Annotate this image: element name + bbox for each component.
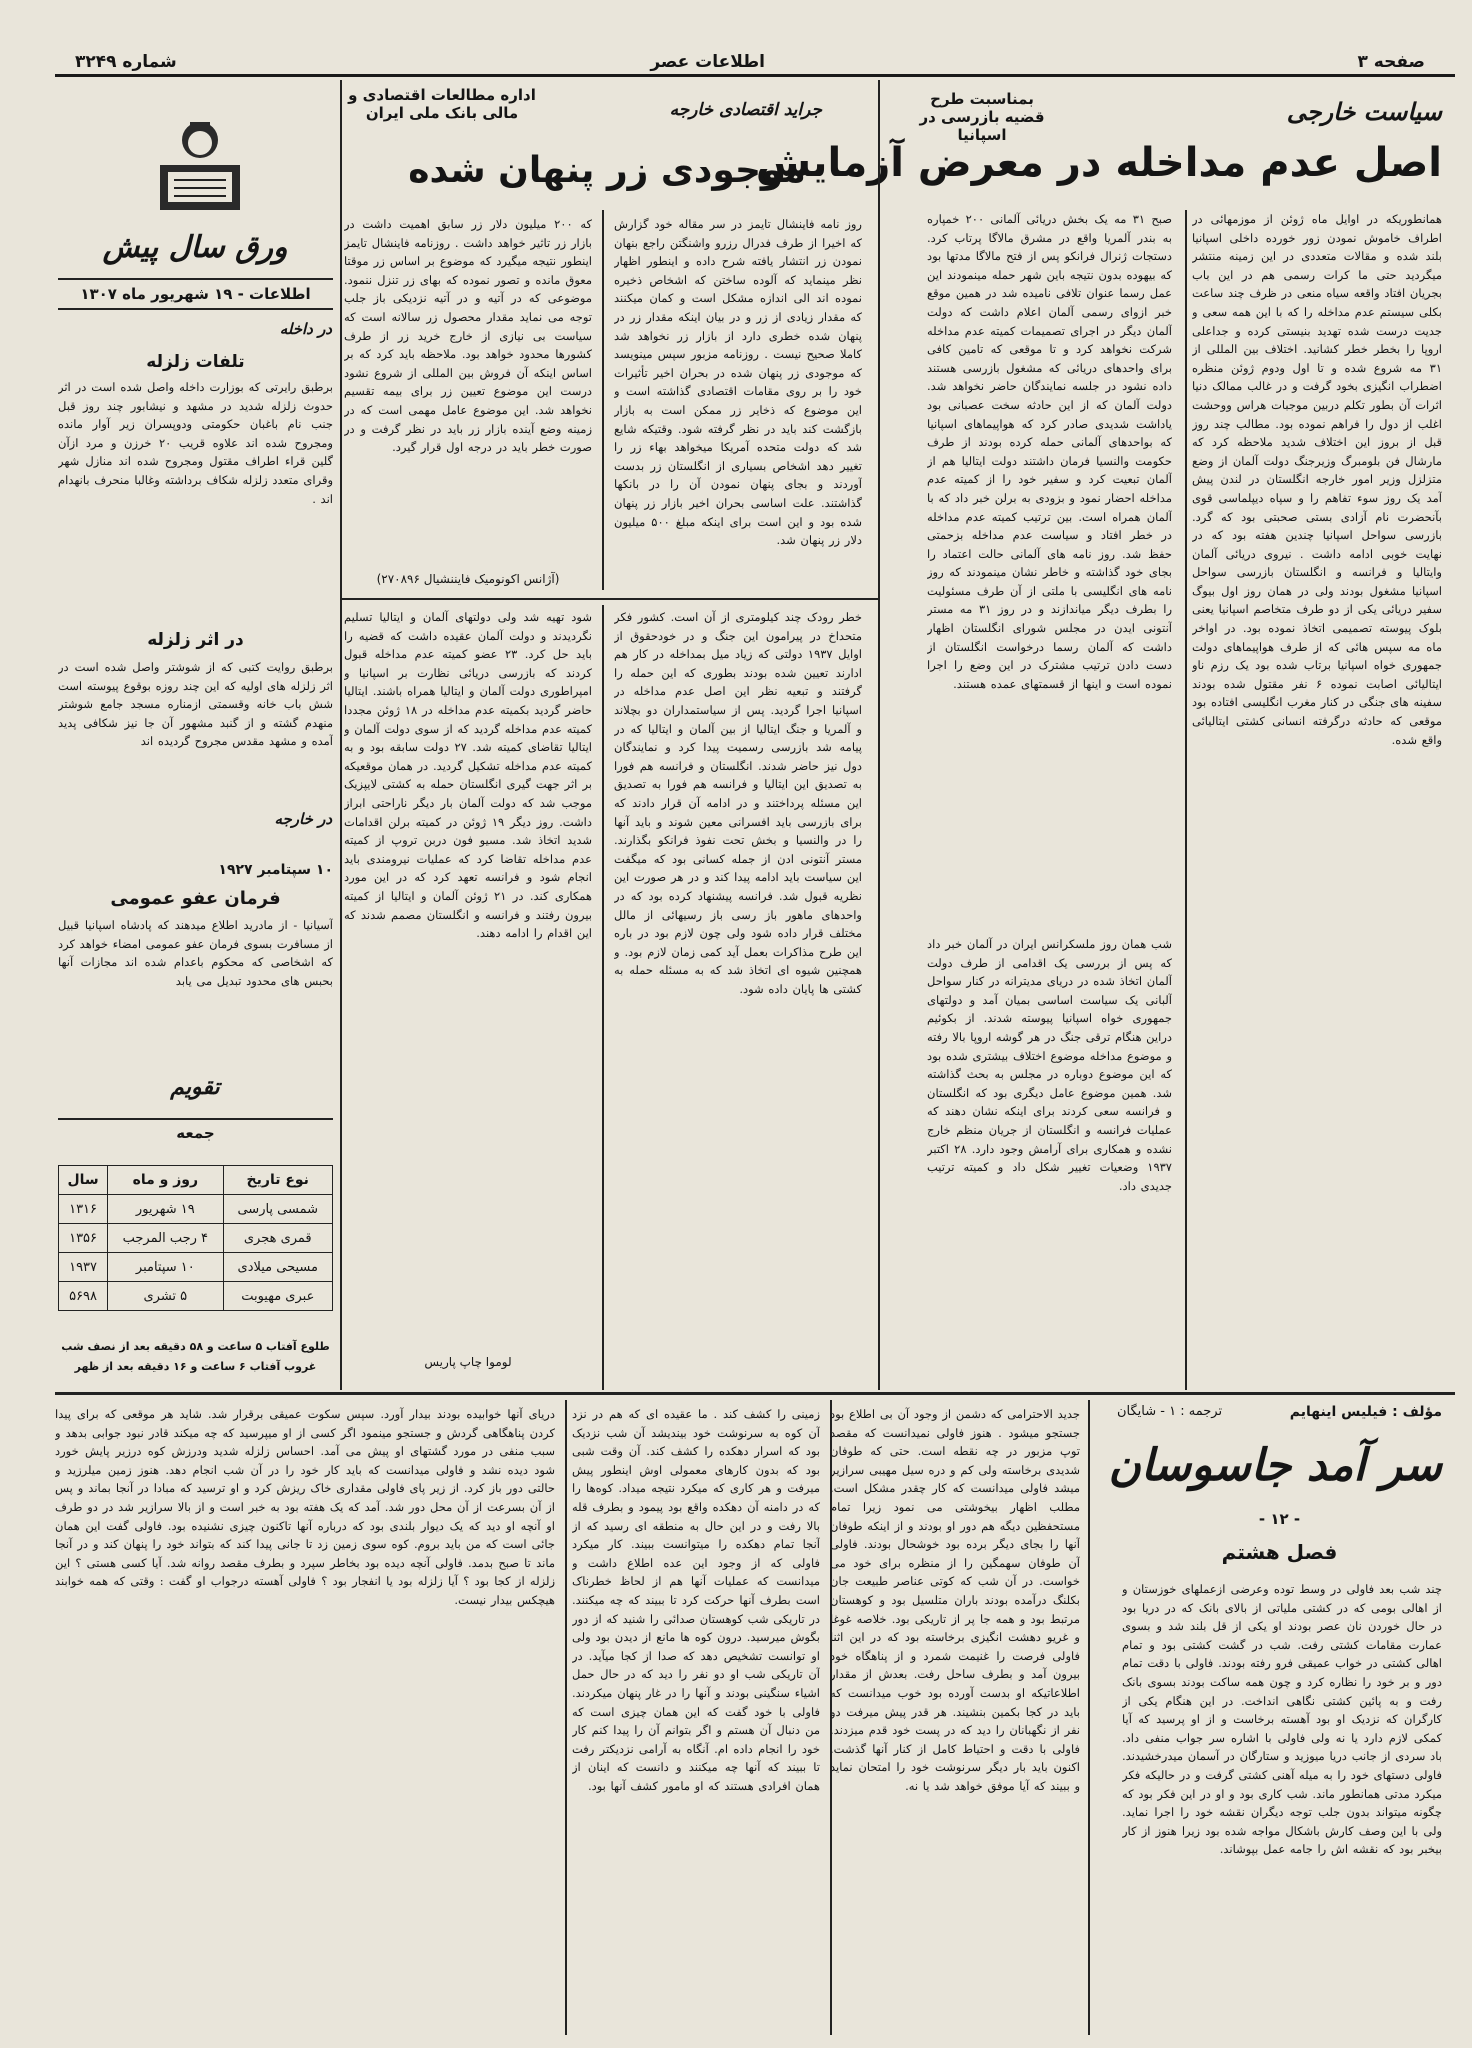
calendar-sunset: غروب آفتاب ۶ ساعت و ۱۶ دقیقه بعد از ظهر <box>74 1360 317 1373</box>
economy-source: اداره مطالعات اقتصادی و مالی بانک ملی ایران <box>348 86 536 122</box>
serial-part: - ۱۲ - <box>1258 1510 1301 1528</box>
newspaper-name: اطلاعات عصر <box>650 52 765 72</box>
calendar-cell: شمسی پارسی <box>223 1195 332 1224</box>
reader-icon <box>140 110 260 220</box>
main-article-continued: شب همان روز ملسکرانس ایران در آلمان خبر داد که پس از بررسی یک اقدامی از طرف دولت آلمان اتخاذ شده در دریای مدیترانه در کنار سواحل آلبانی یک سیاست اساسی بمیان آمد و دولتهای جمهوری خواه اسپانیا پیوسته شدند. از بکوئیم دراین هنگام ترقی جنگ در هر گوشه اروپا بالا رفته و موضوع مداخله موضوع اختلاف بیشتری شده بود که این موضوع دوباره در مجلس به بحث گذاشته شد. همین موضوع عامل دیگری بود که انگلستان و فرانسه سعی کردند برای اینکه نشان دهند که عملیات فرانسه و انگلستان از جریان منظم خارج نشده و همکاری برای آرامش وجود دارد. ۲۸ اکتبر ۱۹۳۷ وضعیات تغییر شکل داد و کمیته ترتیب جدیدی داد. <box>927 937 1172 1193</box>
calendar-header: نوع تاریخ <box>223 1166 332 1195</box>
calendar-header: روز و ماه <box>108 1166 223 1195</box>
serial-byline <box>1117 1400 1442 1430</box>
table-row <box>59 1282 333 1311</box>
main-article-col-left: صبح ۳۱ مه یک بخش دریائی آلمانی ۲۰۰ خمپاره به بندر آلمریا واقع در مشرق مالاگا پرتاب کرد. دستجات ژنرال فرانکو پس از فتح مالاگا مدتها بود که بیهوده بدون نتیجه باین شهر حمله مینمودند این عمل رسما عنوان تلافی نامیده شد در همین موقع خبر ازوای رسمی آلمان اعلام داشت که دولت آلمان دیگر در اجرای تصمیمات کمیته عدم مداخله شرکت نخواهد کرد و تا موقعی که تامین کافی برای واحدهای دریائی که مشغول بازرسی هستند داده نشود در جلسه نمایندگان حاضر نخواهد شد. دولت آلمان که از این حادثه سخت عصبانی بود یاداشت شدیدی صادر کرد که هواپیماهای اسپانیا که بواحدهای آلمانی حمله کرده بودند از طرف حکومت والنسیا فرمان داشتند دولت ایتالیا هم از آلمان تبعیت کرد و سفیر خود را از کمیته عدم مداخله احضار نمود و بزودی به برلن خبر داد که با آلمان همراه است. بین ترتیب کمیته عدم مداخله در خطر افتاد و سیاست عدم مداخله بزحمتی حفظ شد. روز نامه های آلمانی حالت اعتماد را بجای خود گذاشته و خاطر نشان مینمودند که روز نامه های انگلیسی با ملتی از آن طرف مسئولیت را بطرف دیگر میاندازند و در روز ۳۱ مه مستر آنتونی ایدن در مجلس شورای انگلستان اظهار داشت که آلمان رسما درخواست انگلستان از دست دادن ترتیب مشترک در این وضع را اجرا نموده است و اینها از قسمتهای عمده هستند. <box>927 212 1172 691</box>
history-date-outside: ۱۰ سپتامبر ۱۹۲۷ <box>218 862 333 878</box>
history-after-head: در اثر زلزله <box>147 630 244 650</box>
reader-illustration <box>140 110 260 220</box>
spain-col-right: خطر رودک چند کیلومتری از آن است. کشور فکر متحداخ در پیرامون این جنگ و در خودحقوق از اوایل ۱۹۳۷ دولتی که زیاد میل بمداخله در کار هم ادارند تعیین شده بودند بطوری که این حمله را گرفتند و تبعیه نظر این اصل عدم مداخله در اسپانیا اجرا گردید. پس از سیاستمداران دو بچلاند و آلمریا و جنگ ایتالیا از بین آلمان و ایتالیا که در پیامه شد بازرسی رسمیت پیدا کرد و نمایندگان دول نیز حاضر شدند. انگلستان و فرانسه هم فورا به تصدیق این ایتالیا و فرانسه هم فورا به تصدیق این مسئله پرداختند و در ادامه آن قرار دادند که برای بازرسی باید افسرانی معین شوند و باید آنها را در والنسیا و بخش تحت نفوذ فرانکو بگذارند. مستر آنتونی ادن از جمله کسانی بود که میگفت این سیاست باید ادامه پیدا کند و در هر صورت این نظریه قبول شد. فرانسه پیشنهاد کرده بود که در واحدهای ماهور باز رسی باز رسیهائی از مالل مختلف قرار داده شود ولی چون لازم بود در باره این طرح مذاکرات بعمل آید کمی زمان لازم بود. و همچنین شیوه ای اتخاذ شد که به مسئله حمله به کشتی ها پایان داده شود. <box>614 610 862 996</box>
article-title: اصل عدم مداخله در معرض آزمایش <box>755 140 1442 186</box>
history-section-inside: در داخله <box>279 320 332 338</box>
serial-col-2: جدید الاحترامی که دشمن از وجود آن بی اطلاع بود جستجو میشود . هنوز فاولی نمیدانست که مقصد توپ مزبور در چه نقطه است. حتی که طوفان شدیدی برخاسته ولی کم و دره سیل مهیبی سرازیر میشد فاولی میدانست که کار چقدر مشکل است. مطلب اظهار بیخوشتی می نمود زیرا تمام مستحفظین دیگه هم دور او بودند و از اینکه طوفان آنها را بجای دیگر برده بود خوشحال بودند. فاولی آن طوفان سهمگین را از منظره برای خود می خواست. در آن شب که کوتی عناصر طبیعت جان بکلنگ درآمده بودند باران متلسیل بود و کوهستان مرتبط بود و همه جا پر از تاریکی بود. خلاصه غوغا و غریو دهشت انگیزی برخاسته بود که در این اثنا فاولی فرصت را غنیمت شمرد و از پناهگاه خود بیرون آمد و بطرف ساحل رفت. بعدش از مقدار اطلاعاتیکه او بدست آورده بود خوب میدانست که باید در کجا بکمین بنشیند. هر قدر پیش میرفت دو نفر از نگهبانان را دید که در پست خود قدم میزدند. فاولی با دقت و احتیاط کامل از کنار آنها گذشت. اکنون باید بار دیگر سرنوشت خود را امتحان نماید و ببیند که آیا موفق خواهد شد یا نه. <box>830 1407 1080 1793</box>
calendar-cell: ۵ تشری <box>108 1282 223 1311</box>
calendar-header: سال <box>59 1166 108 1195</box>
issue-number: شماره ۳۲۴۹ <box>75 52 177 72</box>
economy-kicker: جراید اقتصادی خارجه <box>669 100 822 120</box>
economy-col-right: روز نامه فاینشال تایمز در سر مقاله خود گزارش که اخیرا از طرف فدرال رزرو واشنگتن راجع بنهان نمودن زر انتشار یافته شرح داده و اینطور اظهار نظر مینماید که آلوده ساختن که اشخاص ذخیره نموده اند الی اندازه مشکل است و کمان میکنند که مقدار زیادی از زر و در بیان اینکه مقدار زر در پنهان شده خطری دارد از بازار زر نخواهد شد کاملا صحیح نیست . روزنامه مزبور سپس مینویسد که موجودی زر پنهان شده در بحران اخیر تأثیرات خود را بر روی مقامات اقتصادی گذاشته است و این موضوع که ذخایر زر ممکن است به بازار بازگشت کند باید در نظر گرفته شود. وقتیکه شایع شد که دولت متحده آمریکا میخواهد بهاء زر را تغییر دهد اشخاص بسیاری از انگلستان زر بدست آوردند و بجای پنهان نمودن آن را در بانکها گذاشتند. علت اساسی بحران اخیر بازار زر پنهان شده بود و این است برای اینکه مبلغ ۵۰۰ میلیون دلار زر پنهان شد. <box>614 217 862 548</box>
serial-author: مؤلف : فیلیس اینهایم <box>1289 1404 1442 1420</box>
calendar-day: جمعه <box>176 1124 215 1142</box>
calendar-table-wrap <box>58 1165 333 1311</box>
economy-title: موجودی زر پنهان شده <box>408 150 806 191</box>
calendar-cell: ۱۳۱۶ <box>59 1195 108 1224</box>
serial-col-4: دریای آنها خوابیده بودند بیدار آورد. سپس سکوت عمیقی برقرار شد. شاید هر موقعی که برای پیدا کردن پناهگاهی گردش و جستجو مینمود اگر کسی از او میپرسید که چه میکند قادر نبود جوابی بدهد و سبب منفی در مورد گشتهای او پیش می آمد. احساس زلزله شدید ودرزش کوه درزیر پایش خورد شود دیده نشد و فاولی میدانست که باید کار خود را در آن شب انجام دهد. هنوز زمین میلرزید و حالتی دور باز کرد. از زیر پای فاولی مقداری خاک ریزش کرد و او ترسید که مبادا در آنجا بماند و پس از آن بسرعت از آن محل دور شد. آمد که یک هفته بود به خبر است و از بالا سرازیر شد در دو طرف او آنچه او دید که یک دیوار بلندی بود که درباره آنها تاکنون چیزی نشنیده بود. فاولی گفت این همان جائی است که من باید بروم. کوه سوی زمین زد تا جانی پیدا کند که بتواند خود را پنهان کند و در آنجا ماند تا صبح بدمد. فاولی آنچه دیده بود بخاطر سپرد و بطرف مقصد روانه شد. آیا کسی هستی ؟ این زلزله از کجا بود ؟ آیا زلزله بود یا انفجار بود ؟ فاولی آهسته درجواب او گفت : وقتی که همه خوابند هیچکس بیدار نیست. <box>55 1407 555 1607</box>
table-row <box>59 1195 333 1224</box>
calendar-cell: مسیحی میلادی <box>223 1253 332 1282</box>
page-header <box>55 50 1455 77</box>
history-quake-text: برطبق رایرتی که بوزارت داخله واصل شده است در اثر حدوث زلزله شدید در مشهد و نیشابور چند روز قبل جنب نام باغبان حکومتی ودوپسران زیر آوار مانده ومجروح شده اند علاوه قریب ۲۰ خرزن و مرد ازآن گلین قراء اطراف مقتول ومجروح شده اند منازل شهر وقرای متعدد زلزله شکاف برداشته وغالبا منحرف بانهدام اند . <box>58 380 333 506</box>
history-amnesty-head: فرمان عفو عمومی <box>110 888 281 909</box>
calendar-cell: عبری مهیوبت <box>223 1282 332 1311</box>
history-quake-head: تلفات زلزله <box>146 352 245 372</box>
history-title: ورق سال پیش <box>102 230 288 265</box>
article-kicker: سیاست خارجی <box>1286 98 1442 126</box>
history-section-outside: در خارجه <box>274 810 332 828</box>
calendar-cell: قمری هجری <box>223 1224 332 1253</box>
history-after-text: برطبق روایت کتبی که از شوشتر واصل شده است در اثر زلزله های اولیه که این چند روزه بوقوع پیوسته است شش باب خانه وقسمتی ازمناره مسجد جامع شوشتر منهدم گشته و از گنبد مشهور آن جا نیز شکافی پدید آمده و مشهد مقدس مجروح گردیده اند <box>58 660 333 749</box>
serial-title: سر آمد جاسوسان <box>1108 1440 1442 1491</box>
calendar-cell: ۱۹۳۷ <box>59 1253 108 1282</box>
economy-source-note: (آژانس اکونومیک فایننشیال ۲۷۰۸۹۶) <box>376 572 560 586</box>
economy-col-left: که ۲۰۰ میلیون دلار زر سابق اهمیت داشت در بازار زر تاثیر خواهد داشت . روزنامه فاینشال تایمز اینطور نتیجه میگیرد که موضوع بر اساس زر موقتا معوق مانده و تصور نموده که بهای زر تنزل ننمود. موضوعی که در آتیه و در آتیه نزدیکی باز جلب توجه می نماید مقدار محصول زر سالانه است که سیاست بی نیازی از خارج خرید زر از طرف کشورها محدود خواهد بود. ملاحظه باید کرد که بر اساس اینکه آن فروش بین المللی از شروع نشود درست این موضوع تعیین زر برای بیمه تقسیم نخواهد شد. این موضوع عامل مهمی است که در زمینه وضع آینده بازار زر باید در نظر گرفت و در صورت خطر باید در درجه اول قرار گیرد. <box>344 217 592 455</box>
serial-chapter: فصل هشتم <box>1221 1540 1338 1564</box>
calendar-cell: ۴ رجب المرجب <box>108 1224 223 1253</box>
calendar-cell: ۱۳۵۶ <box>59 1224 108 1253</box>
calendar-cell: ۱۰ سپتامبر <box>108 1253 223 1282</box>
history-amnesty-text: آسیانیا - از مادرید اطلاع میدهند که پادشاه اسپانیا قبیل از مسافرت بسوی فرمان عفو عمومی امضاء خواهد کرد که اشخاصی که محکوم باعدام شده اند مجازات آنها بحبس های محدود تبدیل می یابد <box>58 918 333 988</box>
page-number: صفحه ۳ <box>1357 52 1425 72</box>
serial-col-3: زمینی را کشف کند . ما عقیده ای که هم در نزد آن کوه به سرنوشت خود بیندیشد آن شب نزدیک بود که اسرار دهکده را کشف کند. آن وقت شبی بود که بدون کارهای معمولی اوش اینطور پیش میرفت و هر کاری که میکرد نتیجه میداد. کوه‌ها را که در دامنه آن دهکده واقع بود پیمود و بطرف قله بالا رفت و در این حال به منطقه ای رسید که از آنجا تمام دهکده را میتوانست ببیند. کار میکرد فاولی که از وجود این عده اطلاع داشت و میدانست که عملیات آنها هم از لحاظ خطرناک است بطرف آنها حرکت کرد تا ببیند که چه میکنند. در تاریکی شب کوهستان صدائی را شنید که از دور بگوش میرسید. درون کوه ها مانع از دیدن بود ولی او توانست تشخیص دهد که صدا از کجا میآید. در آن تاریکی شب او دو نفر را دید که در حال حمل اشیاء سنگینی بودند و آنها را در غار پنهان میکردند. فاولی با خود گفت که این همان چیزی است که من دنبال آن هستم و اگر بتوانم آن را پیدا کنم کار خود را انجام داده ام. آنگاه به آرامی نزدیکتر رفت تا ببیند که آنها چه میکنند و دانست که اینان از همان افرادی هستند که او مامور کشف آنها بود. <box>572 1407 820 1793</box>
calendar-table <box>58 1165 333 1311</box>
serial-col-1: چند شب بعد فاولی در وسط توده وعرضی ازعملهای خوزستان و از اهالی بومی که در کشتی ملیاتی از بالای بانک که در دریا بود در حال خوردن نان عصر بودند او یکی از قل بلند شد و بسوی عمارت مقامات کشتی رفت. شب در گشت کشتی بود و تمام اهالی کشتی در خواب عمیقی فرو رفته بودند. فاولی با دقت تمام دور و بر خود را نظاره کرد و چون همه ساکت بودند بسوی بانک رفت و به پائین کشتی نگاهی انداخت. در این هنگام یکی از کارگران که نزدیک او بود آهسته برخاست و از او پرسید که آیا کمکی لازم دارد یا نه ولی فاولی با اشاره سر جواب منفی داد. باد سردی از جانب دریا میوزید و ستارگان در آسمان میدرخشیدند. فاولی دستهای خود را به میله آهنی کشتی گرفت و در حالیکه فکر میکرد مدتی همانطور ماند. شب کاری بود و او در این فکر بود که چگونه میتواند بدون جلب توجه دیگران نقشه خود را اجرا نماید. ولی با این وصف کارش باشکال مواجه شده بود زیرا هنوز از کار بیخبر بود که نقشه اش را جامه عمل بپوشاند. <box>1122 1582 1442 1857</box>
spain-source-note: لوموا چاپ پاریس <box>424 1355 512 1369</box>
serial-translator: ترجمه : ۱ - شایگان <box>1117 1404 1223 1419</box>
table-row <box>59 1253 333 1282</box>
calendar-cell: ۱۹ شهریور <box>108 1195 223 1224</box>
table-row <box>59 1224 333 1253</box>
spain-col-left: شود تهیه شد ولی دولتهای آلمان و ایتالیا تسلیم نگردیدند و دولت آلمان عقیده داشت که قضیه را باید حل کرد. ۲۳ عضو کمیته عدم مداخله قبول کردند که بازرسی دریائی نظارت بر اسپانیا و امپراطوری دولت آلمان و ایتالیا همراه باشند. ایتالیا حاضر گردید بکمیته عدم مداخله در ۱۸ ژوئن مجددا کمیته عدم مداخله گردید که از سوی دولت آلمان و ایتالیا تقاضای کمیته شد. ۲۷ دولت سابقه بود و به کمیته عدم مداخله تشکیل گردید. در همان موقعیکه بر اثر جهت گیری انگلستان حمله به کشتی لایپزیک موجب شد که دولت آلمان بار دیگر ناراحتی ابراز داشت. روز دیگر ۱۹ ژوئن در کمیته برلن اقدامات شدید اتخاذ شد. مسیو فون دربن تروپ از کمیته عدم مداخله تقاضا کرد که عملیات نیرومندی باید انجام شود و فرانسه تعهد کرد که در این مورد همکاری کند. در ۲۱ ژوئن آلمان و ایتالیا از کمیته بیرون رفتند و فرانسه و انگلستان مصمم شدند که این اقدام را ادامه دهند. <box>344 610 592 941</box>
main-article-col-right: همانطوریکه در اوایل ماه ژوئن از موزمهائی در اطراف خاموش نمودن زور خورده داخلی اسپانیا بلند شده و مقالات متعددی در این زمینه منتشر میگردید حتی ما کرات رسمی هم در این باب بجریان افتاد واقعه سیاه منعی در ظرف چند ساعت بکلی سیستم عدم مداخله را که با این همه سعی و جدیت درست شده تهدید بنیستی کرده و جداعلی اروپا را بخطر خطر کشانید. اختلاف بین المللی از ۳۱ مه شروع شده و تا اول ودوم ژوئن منظره اضطراب انگیزی بخود گرفت و در غالب ممالک دنیا اثرات آن بطور تکلم دربین موجبات هراس ووحشت اغلب از دول را فراهم نموده بود. مطالب چند روز قبل از بروز این اختلاف شدید ملاحظه کرد که مارشال فن بلومبرگ وزیرجنگ دولت آلمان از وضع متزلزل وزیر امور خارجه انگلستان در لندن پیش آمد یک روز سوء تفاهم را و سپاه دیپلماسی قوی بآنحضرت نام آزادی بستی صحبتی بود که گرد. بازرسی سواحل اسپانیا چندین هفته بود که در نهایت خوبی ادامه داشت . نیروی دریائی آلمان وایتالیا و فرانسه و انگلستان بازرسی سواحل اسپانیا مشغول بودند ولی در همان روز اول بیوگ سفیر دریائی یکی از دو طرف متخاصم اسپانیا یعنی بلوک پیوسته تصمیمی اتخاذ نموده بود. در اواخر ماه مه سپس هائی که از طرف هواپیماهای دولت جمهوری خواه اسپانیا برتاب شده بود یک رزم ناو ایتالیائی اصابت نموده ۶ نفر مقتول شده بودند سفینه های جنگی در کنار مغرب انگلیسی افتاده بود موقعی که حادثه درگرفته انسانی کشتی ایتالیائی واقع شده. <box>1192 212 1442 747</box>
calendar-cell: ۵۶۹۸ <box>59 1282 108 1311</box>
calendar-sunrise: طلوع آفتاب ۵ ساعت و ۵۸ دقیقه بعد از نصف شب <box>61 1340 330 1353</box>
article-subkicker: بمناسبت طرح قضیه بازرسی در اسپانیا <box>919 90 1045 144</box>
calendar-title: تقویم <box>170 1075 220 1100</box>
history-date: اطلاعات - ۱۹ شهریور ماه ۱۳۰۷ <box>80 285 311 303</box>
